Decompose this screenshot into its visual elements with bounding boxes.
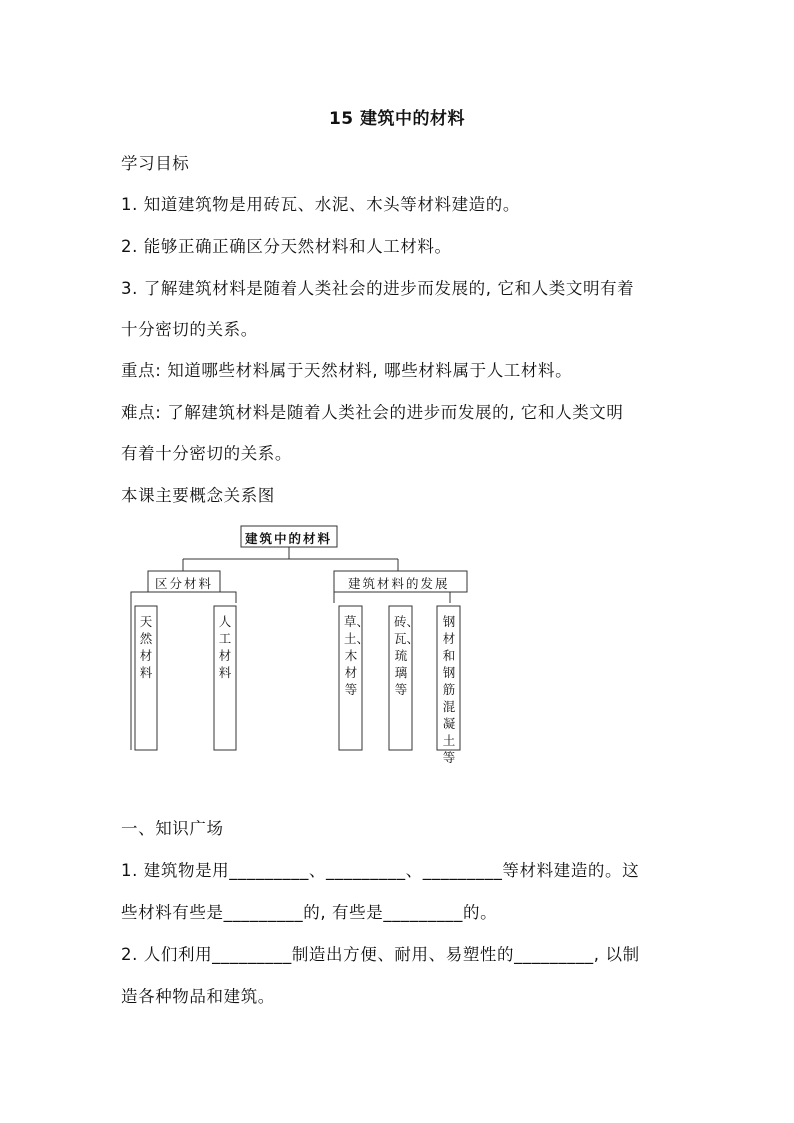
question-2-line2: 造各种物品和建筑。: [121, 987, 275, 1006]
goal-item-2: 2. 能够正确正确区分天然材料和人工材料。: [121, 237, 452, 256]
leaf-label-grass: 草、土、木材等: [344, 614, 370, 697]
page-title: 15 建筑中的材料: [328, 109, 466, 129]
question-2-line1: 2. 人们利用_________制造出方便、耐用、易塑性的_________, 以制: [121, 945, 640, 964]
diagram-lines: [128, 518, 473, 754]
leaf-label-artificial: 人工材料: [218, 614, 232, 680]
left-branch-label: 区分材料: [155, 576, 214, 591]
concept-diagram: [128, 518, 473, 765]
concept-map-heading: 本课主要概念关系图: [121, 486, 275, 505]
leaf-label-natural: 天然材料: [139, 614, 153, 680]
question-1-line1: 1. 建筑物是用_________、_________、_________等材料建造的。这: [121, 861, 640, 880]
right-branch-label: 建筑材料的发展: [348, 576, 450, 591]
section-heading-knowledge: 一、知识广场: [121, 819, 224, 838]
difficulty-line2: 有着十分密切的关系。: [121, 444, 292, 463]
key-point: 重点: 知道哪些材料属于天然材料, 哪些材料属于人工材料。: [121, 361, 573, 380]
question-1-line2: 些材料有些是_________的, 有些是_________的。: [121, 903, 498, 922]
difficulty-line1: 难点: 了解建筑材料是随着人类社会的进步而发展的, 它和人类文明: [121, 403, 624, 422]
goal-item-3-line1: 3. 了解建筑材料是随着人类社会的进步而发展的, 它和人类文明有着: [121, 279, 635, 298]
learning-goals-heading: 学习目标: [121, 154, 190, 173]
goal-item-1: 1. 知道建筑物是用砖瓦、水泥、木头等材料建造的。: [121, 195, 520, 214]
root-label: 建筑中的材料: [245, 531, 333, 546]
leaf-label-brick: 砖、瓦、琉璃等: [394, 614, 420, 697]
goal-item-3-line2: 十分密切的关系。: [121, 320, 258, 339]
leaf-label-steel: 钢材和钢筋混凝土等: [442, 614, 456, 765]
